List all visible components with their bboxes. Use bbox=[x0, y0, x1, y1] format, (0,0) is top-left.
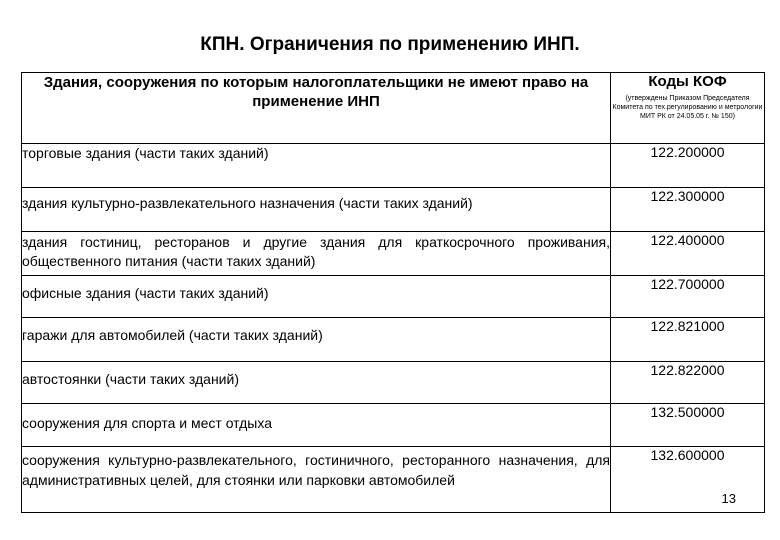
row-code: 122.821000 bbox=[611, 318, 765, 362]
description-column-header: Здания, сооружения по которым налогоплательщики не имеют право на применение ИНП bbox=[22, 73, 611, 144]
row-code bbox=[611, 447, 765, 513]
table-row bbox=[22, 447, 765, 513]
restrictions-table bbox=[21, 72, 765, 513]
table-row bbox=[22, 404, 765, 447]
page-number: 13 bbox=[721, 491, 736, 506]
row-description: торговые здания (части таких зданий) bbox=[22, 144, 611, 188]
table-row bbox=[22, 144, 765, 188]
codes-header-note: (утверждены Приказом Председателя Комитета по тех.регулированию и метрологии МИТ РК от 24.05.05 г. № 150) bbox=[612, 95, 763, 120]
row-code: 122.700000 bbox=[611, 276, 765, 318]
table-row bbox=[22, 276, 765, 318]
row-description: здания гостиниц, ресторанов и другие здания для краткосрочного проживания, общественного питания (части таких зданий) bbox=[22, 232, 611, 276]
row-description: здания культурно-развлекательного назначения (части таких зданий) bbox=[22, 188, 611, 232]
table-row bbox=[22, 188, 765, 232]
table-row bbox=[22, 362, 765, 404]
row-description: сооружения для спорта и мест отдыха bbox=[22, 404, 611, 447]
codes-header-title: Коды КОФ bbox=[648, 73, 727, 90]
table-header-row bbox=[22, 73, 765, 144]
row-description: гаражи для автомобилей (части таких зданий) bbox=[22, 318, 611, 362]
table-row bbox=[22, 318, 765, 362]
row-code-value: 132.600000 bbox=[650, 447, 725, 463]
row-code: 122.300000 bbox=[611, 188, 765, 232]
row-code: 122.822000 bbox=[611, 362, 765, 404]
table-row bbox=[22, 232, 765, 276]
page-title: КПН. Ограничения по применению ИНП. bbox=[200, 34, 580, 55]
row-description: автостоянки (части таких зданий) bbox=[22, 362, 611, 404]
row-description: сооружения культурно-развлекательного, гостиничного, ресторанного назначения, для административных целей, для стоянки или парковки автомобилей bbox=[22, 447, 611, 513]
row-code: 132.500000 bbox=[611, 404, 765, 447]
codes-column-header bbox=[611, 73, 765, 144]
row-code: 122.400000 bbox=[611, 232, 765, 276]
row-code: 122.200000 bbox=[611, 144, 765, 188]
row-description: офисные здания (части таких зданий) bbox=[22, 276, 611, 318]
